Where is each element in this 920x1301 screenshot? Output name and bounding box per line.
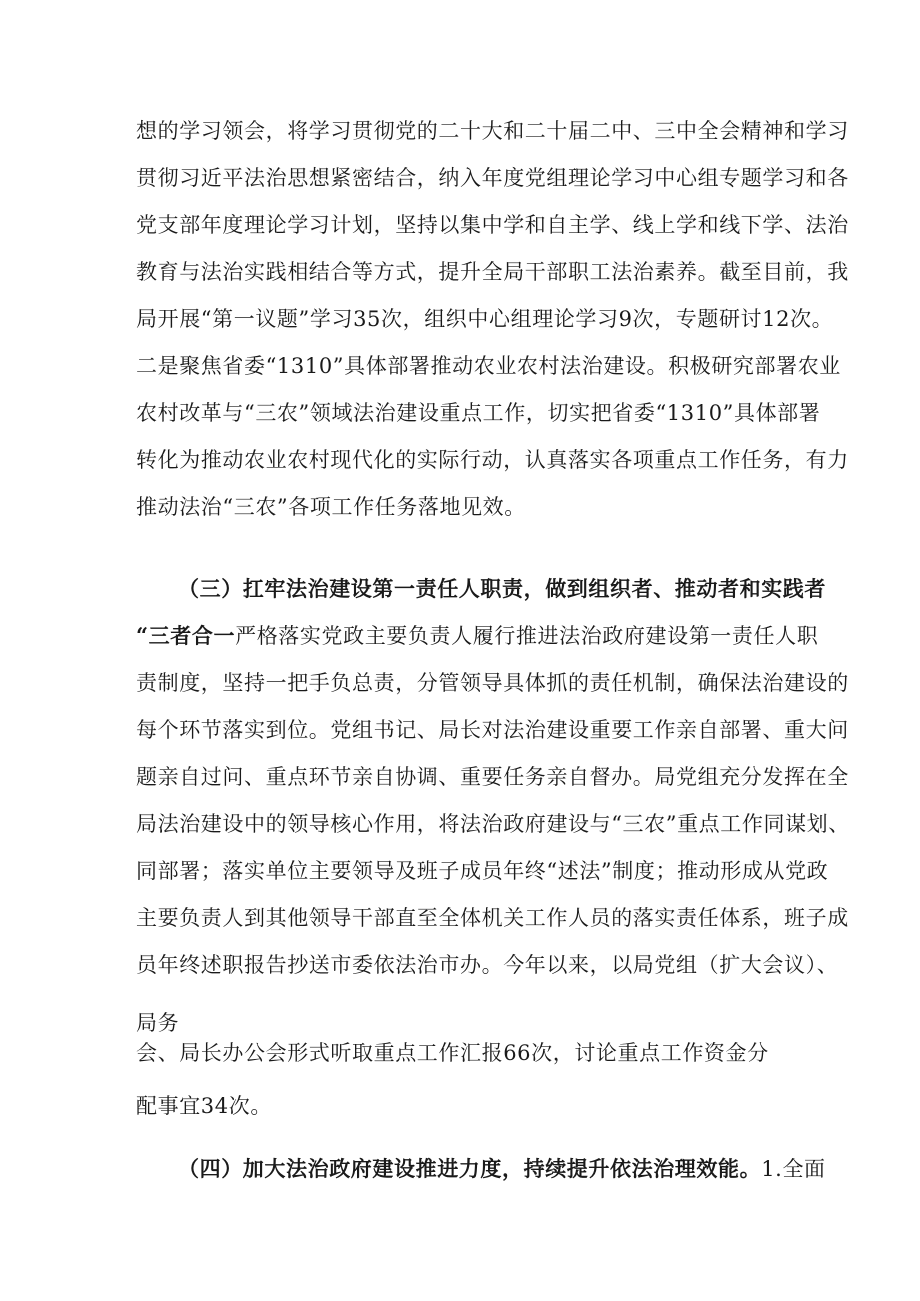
paragraph-line: 员年终述职报告抄送市委依法治市办。今年以来，以局党组（扩大会议）、 <box>136 953 839 977</box>
paragraph-line: 题亲自过问、重点环节亲自协调、重要任务亲自督办。局党组充分发挥在全 <box>136 765 849 789</box>
paragraph-line: 责制度，坚持一把手负总责，分管领导具体抓的责任机制，确保法治建设的 <box>136 671 849 695</box>
paragraph-line: 同部署；落实单位主要领导及班子成员年终“述法”制度；推动形成从党政 <box>136 859 829 883</box>
paragraph-line: 推动法治“三农”各项工作任务落地见效。 <box>136 495 526 519</box>
paragraph-line: 会、局长办公会形式听取重点工作汇报66次，讨论重点工作资金分 <box>136 1041 769 1065</box>
paragraph-line: 局法治建设中的领导核心作用，将法治政府建设与“三农”重点工作同谋划、 <box>136 812 850 836</box>
paragraph-line: 局务 <box>136 1011 180 1035</box>
section-heading <box>178 1156 826 1182</box>
paragraph-line: 党支部年度理论学习计划，坚持以集中学和自主学、线上学和线下学、法治 <box>136 213 849 237</box>
section-heading: （三）扛牢法治建设第一责任人职责，做到组织者、推动者和实践者 <box>178 576 826 601</box>
paragraph-line: 教育与法治实践相结合等方式，提升全局干部职工法治素养。截至目前，我 <box>136 260 849 284</box>
paragraph-line: 配事宜34次。 <box>136 1094 272 1118</box>
paragraph-line <box>136 623 819 649</box>
section-heading-tail: “三者合一 <box>136 623 236 648</box>
paragraph-line: 农村改革与“三农”领域法治建设重点工作，切实把省委“1310”具体部署 <box>136 401 821 425</box>
paragraph-line: 局开展“第一议题”学习35次，组织中心组理论学习9次，专题研讨12次。 <box>136 307 834 331</box>
paragraph-line: 每个环节落实到位。党组书记、局长对法治建设重要工作亲自部署、重大问 <box>136 718 849 742</box>
paragraph-line: 贯彻习近平法治思想紧密结合，纳入年度党组理论学习中心组专题学习和各 <box>136 166 849 190</box>
paragraph-line: 主要负责人到其他领导干部直至全体机关工作人员的落实责任体系，班子成 <box>136 906 849 930</box>
paragraph-line: 想的学习领会，将学习贯彻党的二十大和二十届二中、三中全会精神和学习 <box>136 119 849 143</box>
paragraph-text: 严格落实党政主要负责人履行推进法治政府建设第一责任人职 <box>235 624 819 648</box>
section-heading-text: （四）加大法治政府建设推进力度，持续提升依法治理效能。 <box>178 1156 762 1181</box>
paragraph-line: 二是聚焦省委“1310”具体部署推动农业农村法治建设。积极研究部署农业 <box>136 354 841 378</box>
paragraph-line: 转化为推动农业农村现代化的实际行动，认真落实各项重点工作任务，有力 <box>136 448 849 472</box>
paragraph-text: 1.全面 <box>761 1157 826 1181</box>
